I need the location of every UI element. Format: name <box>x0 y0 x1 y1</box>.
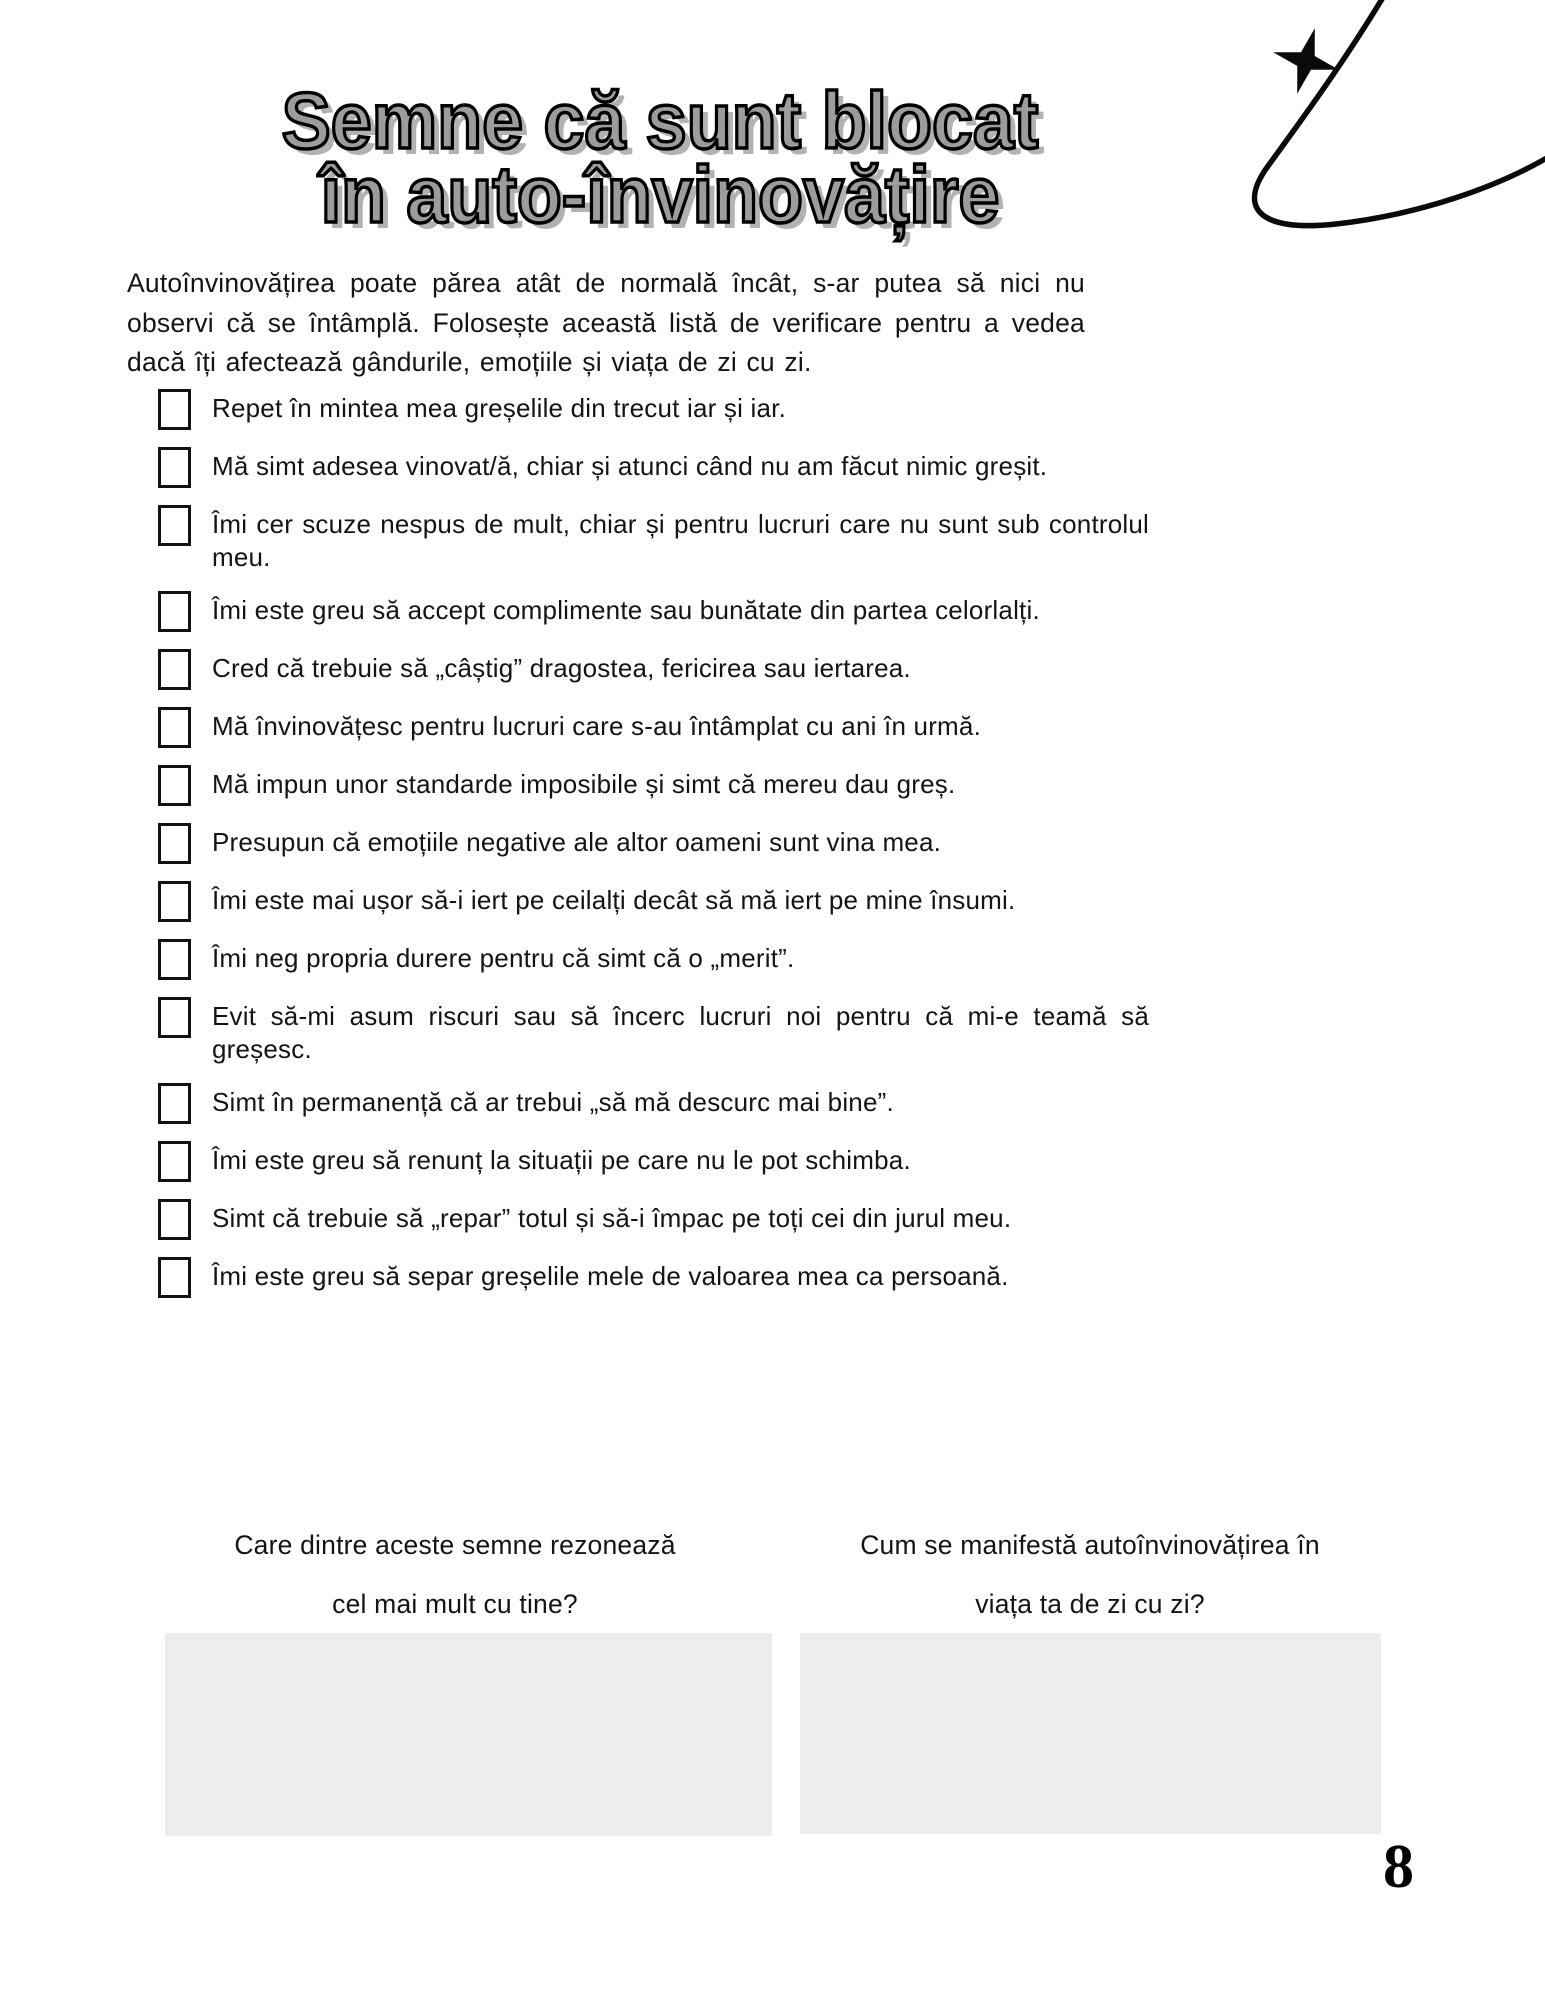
checkbox[interactable] <box>158 591 191 632</box>
checkbox[interactable] <box>158 823 191 864</box>
checklist-item <box>158 1202 1158 1240</box>
checklist-item-label: Simt că trebuie să „repar” totul și să-i împac pe toți cei din jurul meu. <box>212 1203 1012 1233</box>
checklist-item-label: Îmi este greu să separ greșelile mele de valoarea mea ca persoană. <box>212 1261 1009 1291</box>
answer-box-right[interactable] <box>800 1633 1381 1834</box>
checklist-item-label: Îmi este greu să accept complimente sau bunătate din partea celorlalți. <box>212 595 1040 625</box>
checkbox[interactable] <box>158 1257 191 1298</box>
checklist-item-label: Mă simt adesea vinovat/ă, chiar și atunci când nu am făcut nimic greșit. <box>212 451 1048 481</box>
checklist-item-label: Cred că trebuie să „câștig” dragostea, fericirea sau iertarea. <box>212 653 911 683</box>
checkbox[interactable] <box>158 1141 191 1182</box>
checklist-item-label: Îmi este mai ușor să-i iert pe ceilalți decât să mă iert pe mine însumi. <box>212 885 1016 915</box>
checkbox[interactable] <box>158 389 191 430</box>
checklist-item <box>158 1086 1158 1124</box>
checklist-item <box>158 942 1158 980</box>
page-title <box>53 76 1267 239</box>
checklist-item <box>158 450 1158 488</box>
swoosh-curve <box>1255 0 1545 226</box>
checklist-item-label: Îmi neg propria durere pentru că simt că o „merit”. <box>212 943 795 973</box>
checklist-item <box>158 594 1158 632</box>
checklist-item <box>158 884 1158 922</box>
checklist-item-label: Repet în mintea mea greșelile din trecut iar și iar. <box>212 393 786 423</box>
checklist-item <box>158 768 1158 806</box>
checkbox[interactable] <box>158 707 191 748</box>
checklist-item-label: Simt în permanență că ar trebui „să mă descurc mai bine”. <box>212 1087 894 1117</box>
question-right-line1: Cum se manifestă autoînvinovățirea în <box>860 1530 1320 1560</box>
checklist-item-label: Îmi cer scuze nespus de mult, chiar și pentru lucruri care nu sunt sub controlul meu. <box>212 509 1149 572</box>
checklist-item <box>158 1260 1158 1298</box>
answer-box-left[interactable] <box>165 1633 772 1836</box>
checklist-item <box>158 1144 1158 1182</box>
checklist-item-label: Evit să-mi asum riscuri sau să încerc lucruri noi pentru că mi-e teamă să greșesc. <box>212 1001 1149 1064</box>
checklist-item <box>158 826 1158 864</box>
checklist-item <box>158 392 1158 430</box>
checklist-item-label: Mă învinovățesc pentru lucruri care s-au întâmplat cu ani în urmă. <box>212 711 981 741</box>
checkbox[interactable] <box>158 505 191 546</box>
intro-paragraph: Autoînvinovățirea poate părea atât de normală încât, s-ar putea să nici nu observi că se întâmplă. Folosește această listă de verificare pentru a vedea dacă îți afectează gândurile, emoțiile și viața de zi cu zi. <box>127 268 1085 377</box>
checkbox[interactable] <box>158 765 191 806</box>
checklist-item <box>158 652 1158 690</box>
page-number: 8 <box>1383 1833 1414 1901</box>
self-blame-checklist <box>158 392 1158 1318</box>
checklist-item-label: Presupun că emoțiile negative ale altor oameni sunt vina mea. <box>212 827 942 857</box>
page-title-line1: Semne că sunt blocat <box>281 76 1039 165</box>
checklist-item-label: Îmi este greu să renunț la situații pe care nu le pot schimba. <box>212 1145 911 1175</box>
checkbox[interactable] <box>158 1199 191 1240</box>
checkbox[interactable] <box>158 649 191 690</box>
question-left-line1: Care dintre aceste semne rezonează <box>234 1530 676 1560</box>
checklist-item <box>158 710 1158 748</box>
star-icon <box>1273 28 1339 94</box>
checkbox[interactable] <box>158 447 191 488</box>
checklist-item <box>158 508 1158 574</box>
question-left <box>138 1516 772 1634</box>
question-right-line2: viața ta de zi cu zi? <box>975 1589 1205 1619</box>
checkbox[interactable] <box>158 881 191 922</box>
page-title-line2: în auto-învinovățire <box>320 150 1000 239</box>
checkbox[interactable] <box>158 939 191 980</box>
question-right <box>773 1516 1407 1634</box>
checkbox[interactable] <box>158 1083 191 1124</box>
checklist-item <box>158 1000 1158 1066</box>
checklist-item-label: Mă impun unor standarde imposibile și simt că mereu dau greș. <box>212 769 956 799</box>
checkbox[interactable] <box>158 997 191 1038</box>
question-left-line2: cel mai mult cu tine? <box>332 1589 578 1619</box>
